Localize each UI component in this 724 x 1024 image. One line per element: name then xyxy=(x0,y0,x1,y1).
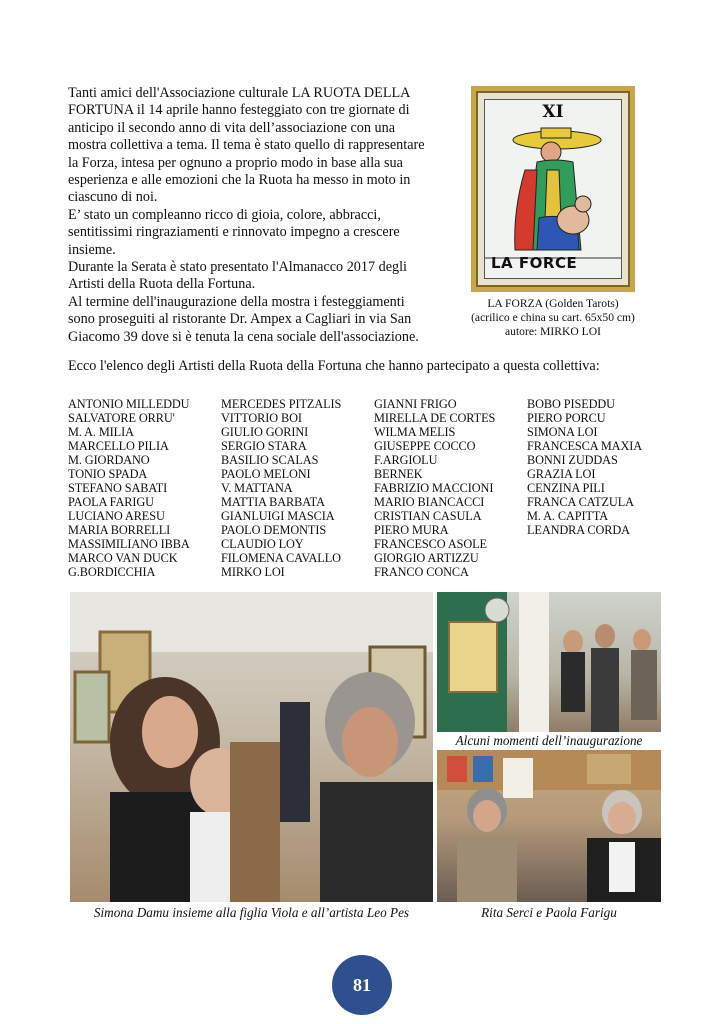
artist-name: TONIO SPADA xyxy=(68,467,148,481)
artist-name: V. MATTANA xyxy=(221,481,293,495)
artist-name: F.ARGIOLU xyxy=(374,453,438,467)
artist-name: FILOMENA CAVALLO xyxy=(221,551,341,565)
artists-column xyxy=(527,397,680,579)
artist-name: FRANCESCO ASOLE xyxy=(374,537,487,551)
tarot-caption-line: LA FORZA (Golden Tarots) xyxy=(487,297,619,310)
artist-name: M. A. MILIA xyxy=(68,425,134,439)
top-right-photo-caption: Alcuni momenti dell’inaugurazione xyxy=(455,733,643,748)
artist-name: GRAZIA LOI xyxy=(527,467,596,481)
intro-line: Giacomo 39 dove si è tenuta la cena sociale dell'associazione. xyxy=(68,328,419,345)
artists-list xyxy=(68,397,680,579)
artists-column xyxy=(374,397,527,579)
artist-name: GIULIO GORINI xyxy=(221,425,309,439)
artist-name: GIANNI FRIGO xyxy=(374,397,457,411)
tarot-title: LA FORCE xyxy=(491,254,578,272)
artist-name: VITTORIO BOI xyxy=(221,411,302,425)
artist-name: STEFANO SABATI xyxy=(68,481,168,495)
artist-name: CENZINA PILI xyxy=(527,481,605,495)
intro-line: Tanti amici dell'Associazione culturale LA RUOTA DELLA xyxy=(68,85,411,101)
photo-placeholder-illustration xyxy=(437,750,661,902)
intro-line: esperienza e alle emozioni che la Ruota ha messo in moto in xyxy=(68,172,411,189)
bottom-right-photo-caption: Rita Serci e Paola Farigu xyxy=(481,905,617,920)
tarot-caption-line: (acrilico e china su cart. 65x50 cm) xyxy=(471,311,635,324)
intro-line: E’ stato un compleanno ricco di gioia, colore, abbracci, xyxy=(68,206,381,223)
intro-line: sentitissimi ringraziamenti e rinnovato impegno a crescere xyxy=(68,224,400,241)
artist-name: ANTONIO MILLEDDU xyxy=(68,397,190,411)
artist-name: SERGIO STARA xyxy=(221,439,307,453)
artist-name: LEANDRA CORDA xyxy=(527,523,630,537)
intro-text xyxy=(68,85,448,346)
artist-name: BOBO PISEDDU xyxy=(527,397,615,411)
artist-name: LUCIANO ARESU xyxy=(68,509,165,523)
photo-inauguration-moments xyxy=(437,592,661,732)
artist-name: SALVATORE ORRU' xyxy=(68,411,175,425)
intro-line: Al termine dell'inaugurazione della mostra i festeggiamenti xyxy=(68,293,405,310)
artist-name: FRANCO CONCA xyxy=(374,565,469,579)
page-number-badge: 81 xyxy=(332,955,392,1015)
artist-name: G.BORDICCHIA xyxy=(68,565,156,579)
photo-rita-paola xyxy=(437,750,661,902)
artist-name: CRISTIAN CASULA xyxy=(374,509,482,523)
artist-name: PAOLO MELONI xyxy=(221,467,311,481)
intro-line: mostra collettiva a tema. Il tema è stato quello di rappresentare xyxy=(68,137,425,154)
intro-line: Durante la Serata è stato presentato l'Almanacco 2017 degli xyxy=(68,259,407,276)
artist-name: M. GIORDANO xyxy=(68,453,150,467)
photo-artists-group xyxy=(70,592,433,902)
artists-column xyxy=(68,397,221,579)
artist-name: SIMONA LOI xyxy=(527,425,598,439)
artists-column xyxy=(221,397,374,579)
artist-name: MIRKO LOI xyxy=(221,565,285,579)
artist-name: GIORGIO ARTIZZU xyxy=(374,551,479,565)
main-photo-caption: Simona Damu insieme alla figlia Viola e all’artista Leo Pes xyxy=(93,905,410,920)
photo-placeholder-illustration xyxy=(437,592,661,732)
artist-name: FABRIZIO MACCIONI xyxy=(374,481,494,495)
artist-name: BASILIO SCALAS xyxy=(221,453,319,467)
artist-name: GIUSEPPE COCCO xyxy=(374,439,476,453)
intro-line: ciascuno di noi. xyxy=(68,189,158,206)
artist-name: MERCEDES PITZALIS xyxy=(221,397,342,411)
artist-name: FRANCA CATZULA xyxy=(527,495,634,509)
artist-name: WILMA MELIS xyxy=(374,425,456,439)
artist-name: PAOLA FARIGU xyxy=(68,495,154,509)
artist-name: GIANLUIGI MASCIA xyxy=(221,509,335,523)
tarot-caption xyxy=(460,297,646,339)
artist-name: MARIO BIANCACCI xyxy=(374,495,485,509)
artist-name: PIERO PORCU xyxy=(527,411,606,425)
tarot-caption-line: autore: MIRKO LOI xyxy=(505,325,601,338)
intro-line: FORTUNA il 14 aprile hanno festeggiato con tre giornate di xyxy=(68,102,410,119)
artist-name: MASSIMILIANO IBBA xyxy=(68,537,190,551)
artist-name: MARIA BORRELLI xyxy=(68,523,171,537)
artist-name: MARCELLO PILIA xyxy=(68,439,169,453)
artist-name: BONNI ZUDDAS xyxy=(527,453,618,467)
artist-name: BERNEK xyxy=(374,467,423,481)
tarot-numeral: XI xyxy=(542,102,564,122)
artist-name: MATTIA BARBATA xyxy=(221,495,325,509)
artist-name: M. A. CAPITTA xyxy=(527,509,609,523)
intro-line: sono proseguiti al ristorante Dr. Ampex a Cagliari in via San xyxy=(68,311,412,328)
intro-line: anticipo il secondo anno di vita dell’associazione con una xyxy=(68,119,395,136)
artist-name: MIRELLA DE CORTES xyxy=(374,411,496,425)
intro-line: insieme. xyxy=(68,241,116,258)
intro-line: Artisti della Ruota della Fortuna. xyxy=(68,276,256,293)
tarot-figure-illustration xyxy=(485,100,622,279)
artist-name: PAOLO DEMONTIS xyxy=(221,523,327,537)
tarot-painting xyxy=(471,86,635,292)
photo-placeholder-illustration xyxy=(70,592,433,902)
tarot-card xyxy=(484,99,622,279)
artists-intro: Ecco l'elenco degli Artisti della Ruota della Fortuna che hanno partecipato a questa collettiva: xyxy=(68,358,600,374)
intro-line: la Forza, intesa per ognuno a proprio modo in base alla sua xyxy=(68,154,403,171)
artist-name: CLAUDIO LOY xyxy=(221,537,304,551)
artist-name: MARCO VAN DUCK xyxy=(68,551,178,565)
artist-name: FRANCESCA MAXIA xyxy=(527,439,643,453)
artist-name: PIERO MURA xyxy=(374,523,449,537)
